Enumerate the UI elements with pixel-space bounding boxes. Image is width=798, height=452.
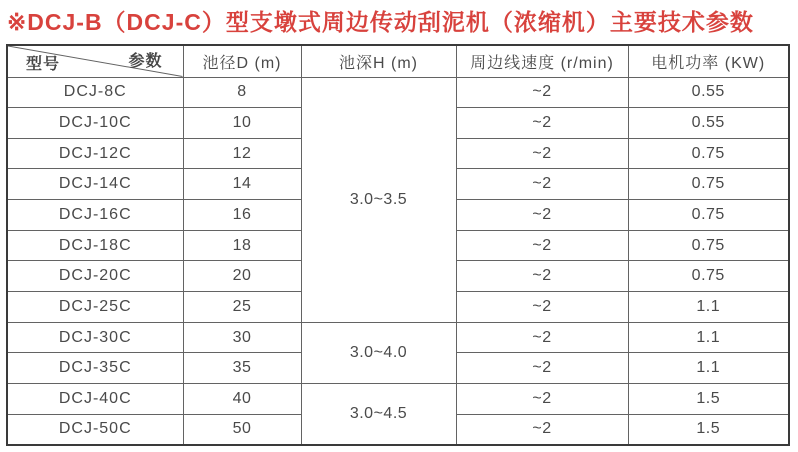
depth-merged-cell: 3.0~3.5 [301, 77, 456, 322]
diameter-cell: 50 [183, 414, 301, 445]
speed-cell: ~2 [456, 230, 628, 261]
spec-table [6, 44, 790, 446]
speed-cell: ~2 [456, 261, 628, 292]
speed-cell: ~2 [456, 169, 628, 200]
depth-merged-cell: 3.0~4.5 [301, 384, 456, 445]
model-cell: DCJ-12C [7, 138, 183, 169]
model-cell: DCJ-18C [7, 230, 183, 261]
power-cell: 1.1 [628, 353, 789, 384]
header-power: 电机功率 (KW) [628, 45, 789, 77]
power-cell: 1.5 [628, 414, 789, 445]
speed-cell: ~2 [456, 200, 628, 231]
power-cell: 0.75 [628, 138, 789, 169]
speed-cell: ~2 [456, 384, 628, 415]
table-row [7, 322, 789, 353]
model-cell: DCJ-16C [7, 200, 183, 231]
power-cell: 1.5 [628, 384, 789, 415]
speed-cell: ~2 [456, 77, 628, 108]
diameter-cell: 12 [183, 138, 301, 169]
power-cell: 0.75 [628, 261, 789, 292]
speed-cell: ~2 [456, 322, 628, 353]
power-cell: 1.1 [628, 292, 789, 323]
header-depth: 池深H (m) [301, 45, 456, 77]
speed-cell: ~2 [456, 414, 628, 445]
diameter-cell: 14 [183, 169, 301, 200]
model-cell: DCJ-20C [7, 261, 183, 292]
power-cell: 0.55 [628, 77, 789, 108]
power-cell: 1.1 [628, 322, 789, 353]
diameter-cell: 8 [183, 77, 301, 108]
speed-cell: ~2 [456, 353, 628, 384]
table-row [7, 384, 789, 415]
corner-label-model: 型号 [26, 55, 61, 73]
model-cell: DCJ-10C [7, 108, 183, 139]
model-cell: DCJ-30C [7, 322, 183, 353]
model-cell: DCJ-50C [7, 414, 183, 445]
corner-header-cell [7, 45, 183, 77]
diameter-cell: 25 [183, 292, 301, 323]
diameter-cell: 30 [183, 322, 301, 353]
header-diameter: 池径D (m) [183, 45, 301, 77]
speed-cell: ~2 [456, 138, 628, 169]
diameter-cell: 18 [183, 230, 301, 261]
model-cell: DCJ-14C [7, 169, 183, 200]
speed-cell: ~2 [456, 108, 628, 139]
corner-label-parameter: 参数 [128, 53, 163, 70]
page-title: ※DCJ-B（DCJ-C）型支墩式周边传动刮泥机（浓缩机）主要技术参数 [7, 9, 754, 35]
diameter-cell: 16 [183, 200, 301, 231]
diameter-cell: 20 [183, 261, 301, 292]
power-cell: 0.75 [628, 169, 789, 200]
power-cell: 0.55 [628, 108, 789, 139]
model-cell: DCJ-40C [7, 384, 183, 415]
header-speed: 周边线速度 (r/min) [456, 45, 628, 77]
model-cell: DCJ-8C [7, 77, 183, 108]
diameter-cell: 40 [183, 384, 301, 415]
power-cell: 0.75 [628, 230, 789, 261]
model-cell: DCJ-25C [7, 292, 183, 323]
diameter-cell: 10 [183, 108, 301, 139]
model-cell: DCJ-35C [7, 353, 183, 384]
depth-merged-cell: 3.0~4.0 [301, 322, 456, 383]
diameter-cell: 35 [183, 353, 301, 384]
power-cell: 0.75 [628, 200, 789, 231]
header-row [7, 45, 789, 77]
table-row [7, 77, 789, 108]
speed-cell: ~2 [456, 292, 628, 323]
